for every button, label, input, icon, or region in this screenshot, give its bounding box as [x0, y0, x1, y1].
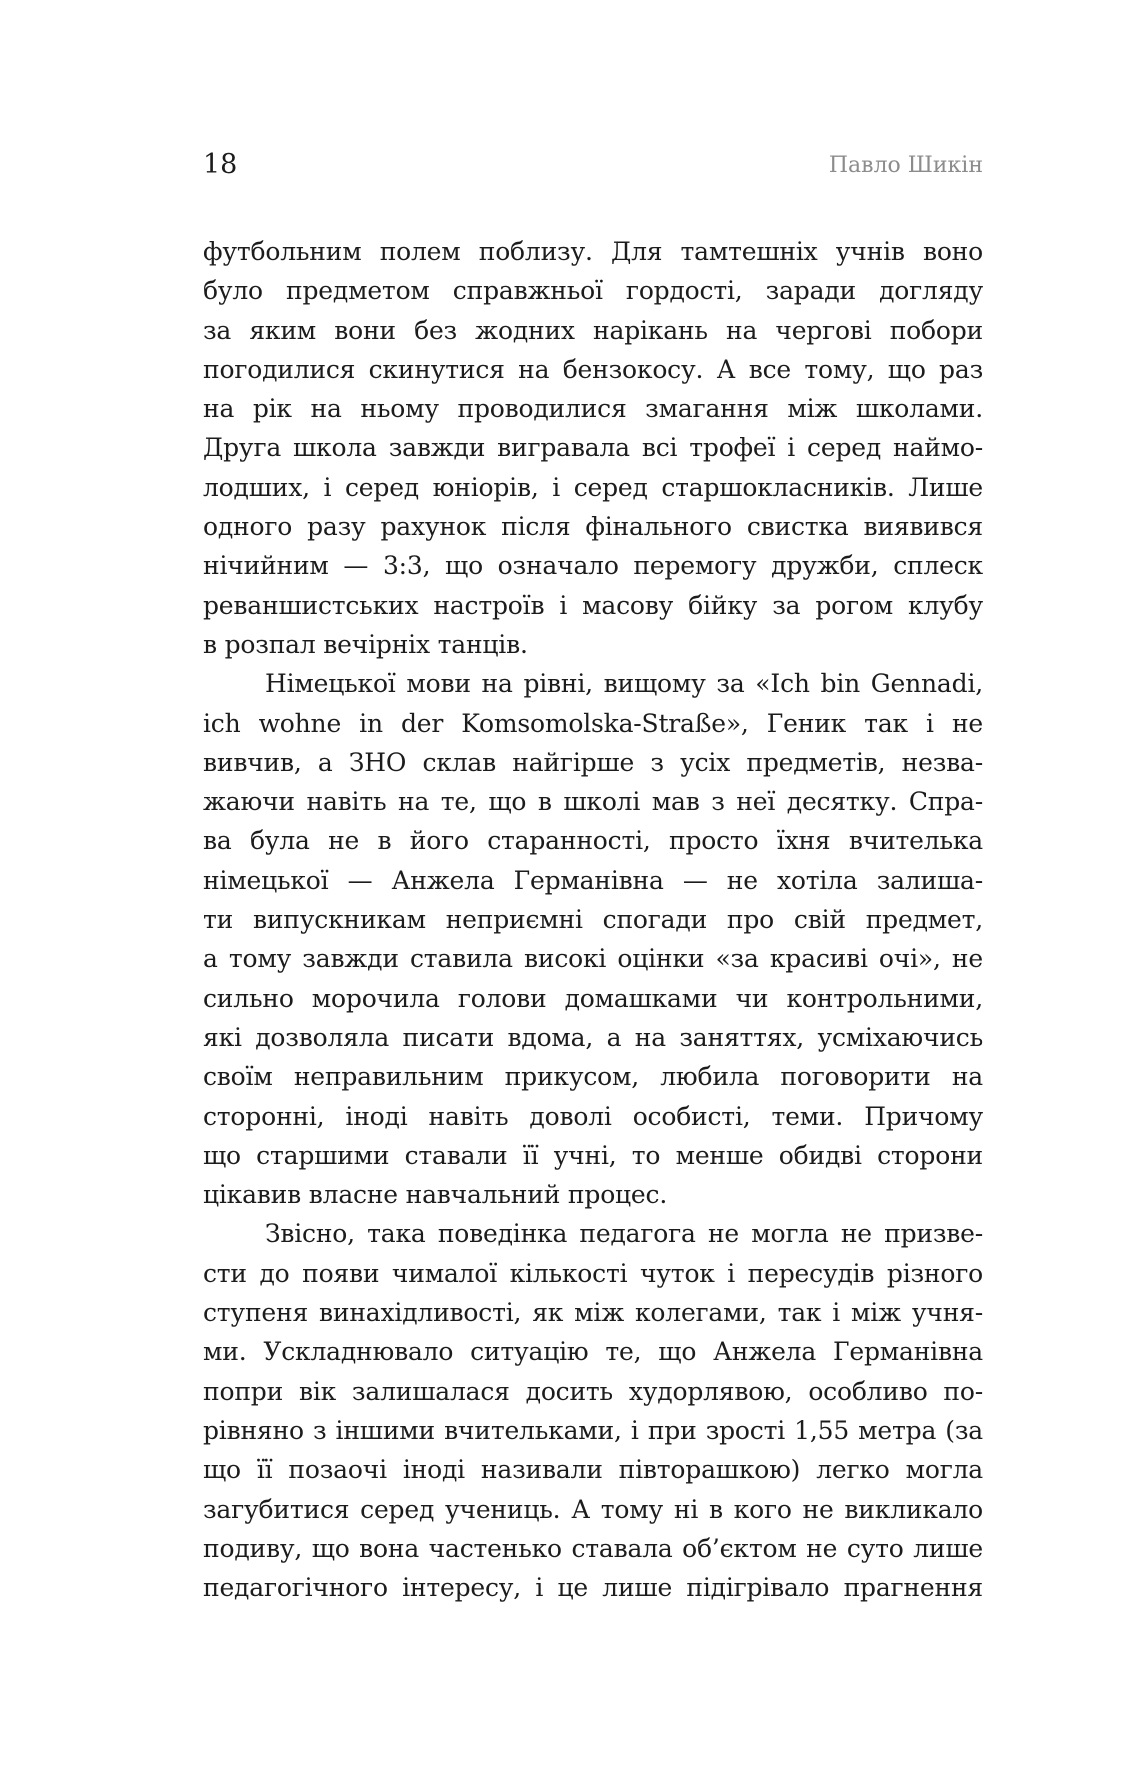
text-line: Друга школа завжди вигравала всі трофеї і серед наймо- [203, 433, 983, 463]
text-line: сторонні, іноді навіть доволі особисті, теми. Причому [203, 1101, 983, 1131]
text-line: було предметом справжньої гордості, заради догляду [203, 276, 983, 306]
text-line: загубитися серед учениць. А тому ні в кого не викликало [203, 1494, 983, 1524]
text-line: жаючи навіть на те, що в школі мав з неї десятку. Спра- [203, 787, 983, 817]
text-line: що її позаочі іноді називали півторашкою) легко могла [203, 1455, 983, 1485]
text-line: педагогічного інтересу, і це лише підігрівало прагнення [203, 1573, 983, 1603]
text-line: німецької — Анжела Германівна — не хотіла залиша- [203, 865, 983, 895]
text-line: лодших, і серед юніорів, і серед старшокласників. Лише [203, 472, 983, 502]
text-line: своїм неправильним прикусом, любила поговорити на [203, 1062, 983, 1092]
text-line: Звісно, така поведінка педагога не могла не призве- [265, 1219, 983, 1249]
text-line: реваншистських настроїв і масову бійку за рогом клубу [203, 590, 983, 620]
text-line: ти випускникам неприємні спогади про свій предмет, [203, 905, 983, 935]
text-line: що старшими ставали її учні, то менше обидві сторони [203, 1140, 983, 1170]
text-line: за яким вони без жодних нарікань на чергові побори [203, 315, 983, 345]
text-line: футбольним полем поблизу. Для тамтешніх учнів воно [203, 237, 983, 266]
text-line: ми. Ускладнювало ситуацію те, що Анжела Германівна [203, 1337, 983, 1367]
text-line: ступеня винахідливості, як між колегами, так і між учня- [203, 1298, 983, 1328]
text-line: подиву, що вона частенько ставала об’єктом не суто лише [203, 1533, 983, 1563]
running-head [203, 148, 983, 188]
text-line: попри вік залишалася досить худорлявою, особливо по- [203, 1376, 983, 1406]
text-line: рівняно з іншими вчительками, і при зрості 1,55 метра (за [203, 1415, 983, 1445]
text-line: сильно морочила голови домашками чи контрольними, [203, 983, 983, 1013]
text-line: вивчив, а ЗНО склав найгірше з усіх предметів, незва- [203, 747, 983, 777]
running-head-author: Павло Шикін [828, 153, 983, 178]
text-line: нічийним — 3:3, що означало перемогу дружби, сплеск [203, 551, 983, 581]
text-line: ich wohne in der Komsomolska-Straße», Геник так і не [203, 708, 983, 738]
text-line: а тому завжди ставила високі оцінки «за красиві очі», не [203, 944, 983, 974]
body-text [203, 232, 983, 1607]
text-line: цікавив власне навчальний процес. [203, 1180, 668, 1210]
text-line: погодилися скинутися на бензокосу. А все тому, що раз [203, 354, 983, 384]
text-line: на рік на ньому проводилися змагання між школами. [203, 394, 983, 424]
text-line: сти до появи чималої кількості чуток і пересудів різного [203, 1258, 983, 1288]
page-number: 18 [203, 149, 238, 180]
text-line: в розпал вечірніх танців. [203, 629, 528, 659]
text-line: які дозволяла писати вдома, а на заняттях, усміхаючись [203, 1022, 983, 1052]
text-line: Німецької мови на рівні, вищому за «Ich bin Gennadi, [265, 669, 983, 699]
text-line: одного разу рахунок після фінального свистка виявився [203, 512, 983, 542]
text-line: ва була не в його старанності, просто їхня вчителька [203, 826, 983, 856]
